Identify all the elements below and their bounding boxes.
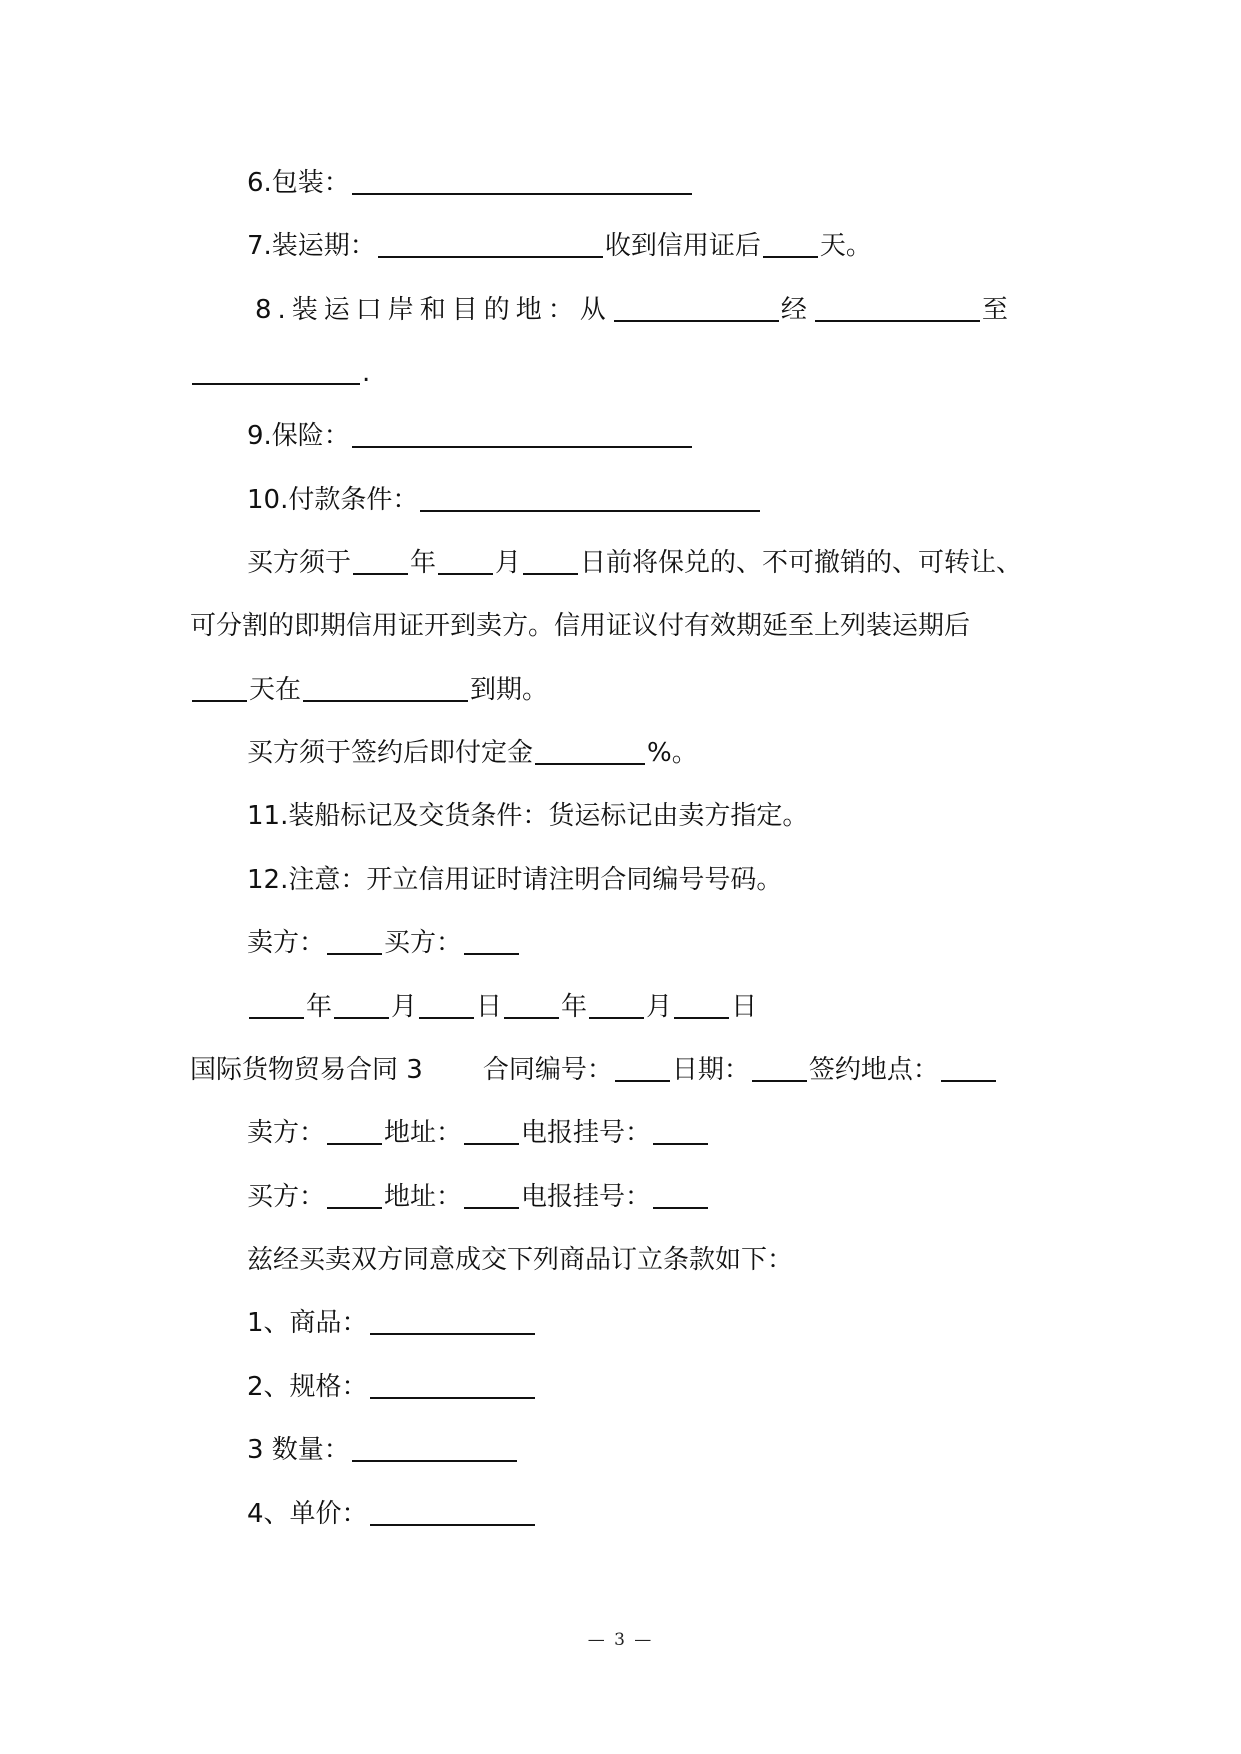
buyer-signature-label: 买方： xyxy=(384,928,463,958)
buyer-info xyxy=(247,1177,1117,1217)
commodity-blank[interactable] xyxy=(370,1307,535,1335)
insurance-blank[interactable] xyxy=(352,420,692,448)
seller-month-label: 月 xyxy=(391,992,418,1022)
clause-note xyxy=(247,860,1117,900)
signing-place-blank[interactable] xyxy=(941,1054,996,1082)
clause-ports xyxy=(255,290,1125,330)
clause-shipping-marks xyxy=(247,796,1117,836)
clause-insurance xyxy=(247,416,1117,456)
seller-day-label: 日 xyxy=(476,992,503,1022)
contract-number-label: 合同编号： xyxy=(482,1055,613,1085)
signature-parties xyxy=(247,923,1117,963)
credit-validity xyxy=(190,606,1060,646)
port-destination-blank[interactable] xyxy=(192,357,360,385)
agreement-intro xyxy=(247,1240,1117,1280)
deadline-year-label: 年 xyxy=(410,548,437,578)
credit-validity-text: 可分割的即期信用证开到卖方。信用证议付有效期延至上列装运期后 xyxy=(190,611,971,641)
signing-place-label: 签约地点： xyxy=(808,1055,939,1085)
ports-to-label: 至 xyxy=(981,295,1014,325)
buyer-day-blank[interactable] xyxy=(674,991,729,1019)
ports-via-label: 经 xyxy=(780,295,813,325)
seller-name-blank[interactable] xyxy=(327,1117,382,1145)
agreement-intro-text: 兹经买卖双方同意成交下列商品订立条款如下： xyxy=(247,1245,794,1275)
buyer-signature-blank[interactable] xyxy=(464,927,519,955)
deposit-percent-label: %。 xyxy=(647,738,698,768)
note-text: 12.注意：开立信用证时请注明合同编号号码。 xyxy=(247,865,783,895)
item-quantity xyxy=(247,1430,1117,1470)
shipment-period-end: 天。 xyxy=(819,231,872,261)
item-unit-price xyxy=(247,1494,1117,1534)
expiry-place-blank[interactable] xyxy=(303,674,468,702)
shipment-period-text: 收到信用证后 xyxy=(604,231,761,261)
ports-period: . xyxy=(362,358,371,388)
clause-packing-label: 6.包装： xyxy=(247,168,350,198)
quantity-label: 3 数量： xyxy=(247,1435,350,1465)
expiry-end-text: 到期。 xyxy=(470,675,549,705)
signature-dates xyxy=(247,987,1117,1027)
seller-year-label: 年 xyxy=(306,992,333,1022)
seller-month-blank[interactable] xyxy=(334,991,389,1019)
insurance-label: 9.保险： xyxy=(247,421,350,451)
shipment-period-blank[interactable] xyxy=(378,230,603,258)
buyer-address-blank[interactable] xyxy=(464,1181,519,1209)
clause-ports-continued xyxy=(190,353,1060,393)
unit-price-blank[interactable] xyxy=(370,1498,535,1526)
seller-day-blank[interactable] xyxy=(419,991,474,1019)
payment-deadline-text-2: 日前将保兑的、不可撤销的、可转让、 xyxy=(580,548,1023,578)
shipment-days-blank[interactable] xyxy=(763,230,818,258)
contract-3-title: 国际货物贸易合同 3 xyxy=(190,1055,423,1085)
payment-deadline xyxy=(247,543,1117,583)
seller-year-blank[interactable] xyxy=(249,991,304,1019)
contract-date-blank[interactable] xyxy=(752,1054,807,1082)
buyer-year-blank[interactable] xyxy=(504,991,559,1019)
expiry-place-label: 天在 xyxy=(249,675,302,705)
buyer-month-label: 月 xyxy=(646,992,673,1022)
packing-blank[interactable] xyxy=(352,167,692,195)
seller-signature-blank[interactable] xyxy=(327,927,382,955)
specification-label: 2、规格： xyxy=(247,1372,368,1402)
shipment-period-label: 7.装运期： xyxy=(247,231,376,261)
seller-cable-blank[interactable] xyxy=(653,1117,708,1145)
buyer-cable-blank[interactable] xyxy=(653,1181,708,1209)
port-from-blank[interactable] xyxy=(614,294,779,322)
contract-date-label: 日期： xyxy=(671,1055,750,1085)
payment-deadline-text-1: 买方须于 xyxy=(247,548,352,578)
expiry-days-blank[interactable] xyxy=(192,674,247,702)
buyer-name-blank[interactable] xyxy=(327,1181,382,1209)
deposit-text: 买方须于签约后即付定金 xyxy=(247,738,534,768)
ports-label: 8.装运口岸和目的地：从 xyxy=(255,295,612,325)
deadline-day-blank[interactable] xyxy=(523,547,578,575)
buyer-month-blank[interactable] xyxy=(589,991,644,1019)
buyer-day-label: 日 xyxy=(731,992,758,1022)
deadline-year-blank[interactable] xyxy=(353,547,408,575)
seller-address-label: 地址： xyxy=(384,1118,463,1148)
credit-expiry xyxy=(190,670,1060,710)
commodity-label: 1、商品： xyxy=(247,1308,368,1338)
shipping-marks-text: 11.装船标记及交货条件：货运标记由卖方指定。 xyxy=(247,801,809,831)
payment-label: 10.付款条件： xyxy=(247,485,419,515)
deposit-clause xyxy=(247,733,1117,773)
seller-info xyxy=(247,1113,1117,1153)
port-via-blank[interactable] xyxy=(815,294,980,322)
contract-3-header xyxy=(190,1050,1060,1090)
buyer-label: 买方： xyxy=(247,1182,326,1212)
deadline-month-blank[interactable] xyxy=(438,547,493,575)
buyer-year-label: 年 xyxy=(561,992,588,1022)
contract-number-blank[interactable] xyxy=(615,1054,670,1082)
page-number: — 3 — xyxy=(587,1630,654,1650)
clause-shipment-period xyxy=(247,226,1117,266)
seller-address-blank[interactable] xyxy=(464,1117,519,1145)
unit-price-label: 4、单价： xyxy=(247,1499,368,1529)
seller-signature-label: 卖方： xyxy=(247,928,326,958)
quantity-blank[interactable] xyxy=(352,1434,517,1462)
item-commodity xyxy=(247,1303,1117,1343)
seller-label: 卖方： xyxy=(247,1118,326,1148)
specification-blank[interactable] xyxy=(370,1371,535,1399)
item-specification xyxy=(247,1367,1117,1407)
clause-payment xyxy=(247,480,1117,520)
payment-blank[interactable] xyxy=(420,484,760,512)
deadline-month-label: 月 xyxy=(495,548,522,578)
buyer-address-label: 地址： xyxy=(384,1182,463,1212)
buyer-cable-label: 电报挂号： xyxy=(521,1182,652,1212)
seller-cable-label: 电报挂号： xyxy=(521,1118,652,1148)
clause-packing xyxy=(247,163,1117,203)
deposit-percent-blank[interactable] xyxy=(535,737,645,765)
